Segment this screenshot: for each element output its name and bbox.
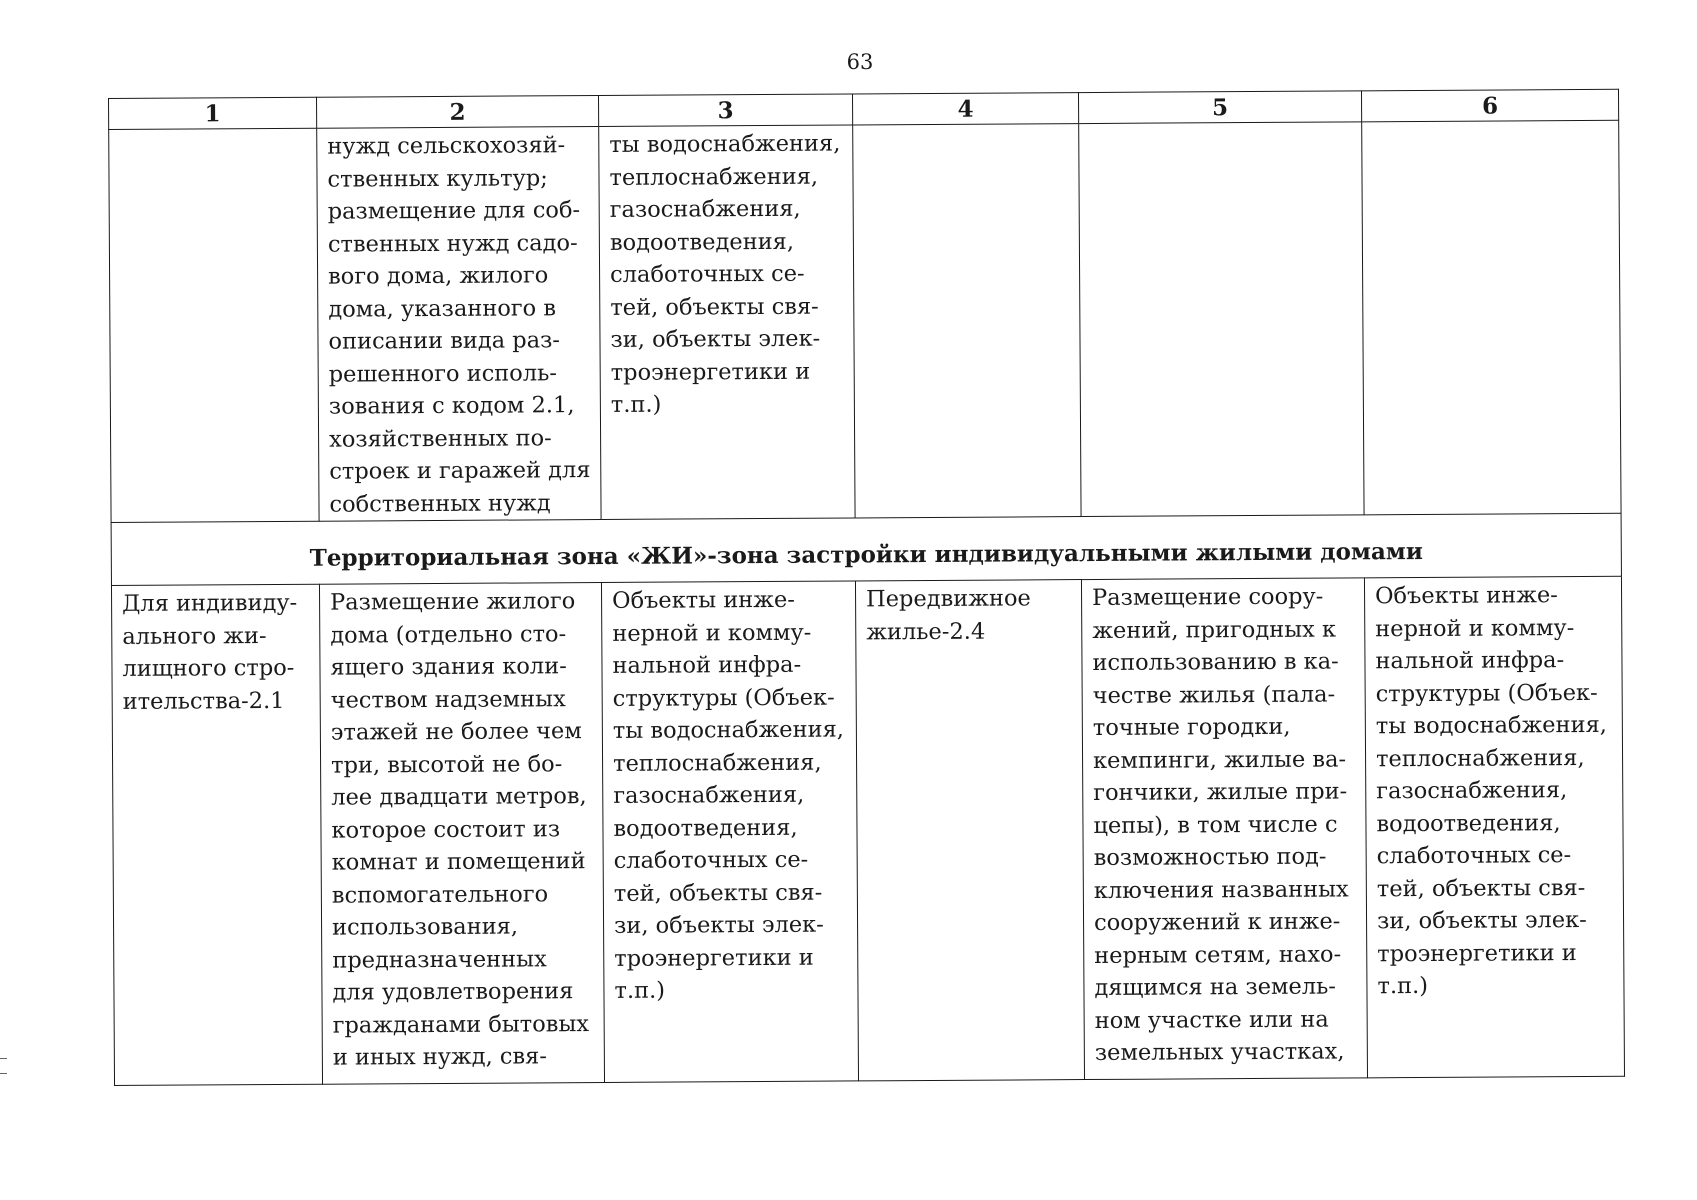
zone-cell-5: Размещение соору- жений, пригодных к использованию в ка- честве жилья (пала- точные городки, кемпинги, жилые ва- гончики, жилые при- цепы), в том числе с возможностью под- ключения названных сооружений к инже- нерным сетям, нахо- дящимся на земель- ном участке или на земельных участках, (1081, 578, 1367, 1080)
continuation-row (109, 120, 1621, 522)
zone-title: Территориальная зона «ЖИ»-зона застройки индивидуальными жилыми домами (111, 513, 1621, 585)
header-col-6: 6 (1361, 89, 1618, 122)
page-number: 63 (846, 50, 874, 74)
header-col-5: 5 (1078, 91, 1361, 124)
zone-cell-6: Объекты инже- нерной и комму- нальной инфра- структуры (Объек- ты водоснабжения, теплоснабжения, газоснабжения, водоотведения, слаботочных се- тей, объекты свя- зи, объекты элек- троэнергетики и т.п.) (1364, 576, 1624, 1078)
continuation-cell-3: ты водоснабжения, теплоснабжения, газоснабжения, водоотведения, слаботочных се- тей, объекты свя- зи, объекты элек- троэнергетики и т.п.) (599, 125, 855, 520)
header-col-2: 2 (316, 96, 598, 129)
zone-row (111, 576, 1624, 1085)
continuation-cell-1 (109, 128, 319, 522)
zone-cell-1: Для индивиду- ального жи- лищного стро- ительства-2.1 (111, 584, 322, 1085)
header-col-4: 4 (852, 93, 1078, 125)
header-col-1: 1 (109, 97, 317, 129)
continuation-cell-6 (1362, 120, 1621, 515)
zone-cell-2: Размещение жилого дома (отдельно сто- ящего здания коли- чеством надземных этажей не более чем три, высотой не бо- лее двадцати метров, которое состоит из комнат и помещений вспомогательного использования, предназначенных для удовлетворения гражданами бытовых и иных нужд, свя- (319, 582, 604, 1084)
zone-cell-3: Объекты инже- нерной и комму- нальной инфра- структуры (Объек- ты водоснабжения, теплоснабжения, газоснабжения, водоотведения, слаботочных се- тей, объекты свя- зи, объекты элек- троэнергетики и т.п.) (601, 581, 858, 1083)
zoning-table (108, 89, 1625, 1086)
continuation-cell-2: нужд сельскохозяй- ственных культур; размещение для соб- ственных нужд садо- вого дома, жилого дома, указанного в описании вида раз- решенного исполь- зования с кодом 2.1, хозяйственных по- строек и гаражей для собственных нужд (317, 127, 601, 522)
zone-cell-4: Передвижное жилье-2.4 (855, 580, 1084, 1081)
continuation-cell-5 (1079, 122, 1364, 517)
zone-title-row (111, 513, 1621, 585)
scan-edge-mark (0, 1058, 7, 1074)
continuation-cell-4 (853, 124, 1081, 518)
header-col-3: 3 (598, 94, 852, 127)
